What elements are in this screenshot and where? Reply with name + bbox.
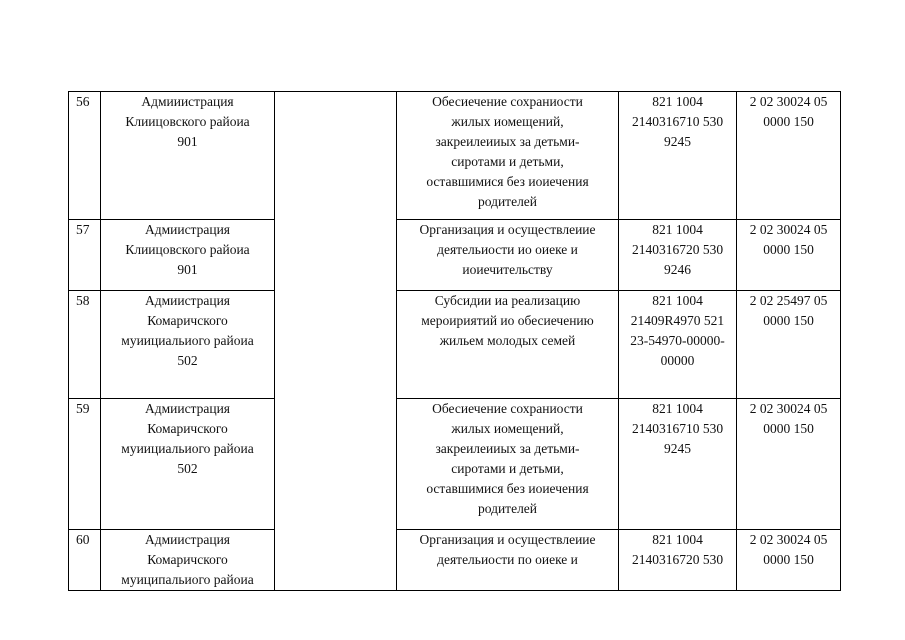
budget-code-cell: 821 1004 2140316720 530 bbox=[619, 530, 737, 591]
empty-cell bbox=[275, 220, 397, 291]
row-number: 58 bbox=[69, 291, 101, 399]
purpose-cell: Организация и осуществлеиие деятельиости по оиеке и bbox=[397, 530, 619, 591]
revenue-code-cell: 2 02 30024 05 0000 150 bbox=[737, 92, 841, 220]
table-row bbox=[69, 530, 841, 591]
budget-code-cell: 821 1004 21409R4970 521 23-54970-00000- 00000 bbox=[619, 291, 737, 399]
table-row bbox=[69, 399, 841, 530]
table-row bbox=[69, 92, 841, 220]
row-number: 59 bbox=[69, 399, 101, 530]
empty-cell bbox=[275, 92, 397, 220]
budget-table bbox=[68, 91, 841, 591]
row-number: 57 bbox=[69, 220, 101, 291]
purpose-cell: Обесиечение сохраниости жилых иомещений, закреилеииых за детьми- сиротами и детьми, оставшимися без иоиечения родителей bbox=[397, 92, 619, 220]
organization-cell: Адмиистрация Комаричского муиципальиого райоиа bbox=[101, 530, 275, 591]
revenue-code-cell: 2 02 25497 05 0000 150 bbox=[737, 291, 841, 399]
organization-cell: Адмииистрация Клиицовского райоиа 901 bbox=[101, 92, 275, 220]
row-number: 56 bbox=[69, 92, 101, 220]
table-row bbox=[69, 291, 841, 399]
revenue-code-cell: 2 02 30024 05 0000 150 bbox=[737, 399, 841, 530]
organization-cell: Адмиистрация Комаричского муиициальиого райоиа 502 bbox=[101, 291, 275, 399]
empty-cell bbox=[275, 291, 397, 399]
revenue-code-cell: 2 02 30024 05 0000 150 bbox=[737, 530, 841, 591]
budget-code-cell: 821 1004 2140316710 530 9245 bbox=[619, 92, 737, 220]
empty-cell bbox=[275, 399, 397, 530]
organization-cell: Адмиистрация Комаричского муиициальиого райоиа 502 bbox=[101, 399, 275, 530]
organization-cell: Адмиистрация Клиицовского райоиа 901 bbox=[101, 220, 275, 291]
budget-code-cell: 821 1004 2140316720 530 9246 bbox=[619, 220, 737, 291]
budget-code-cell: 821 1004 2140316710 530 9245 bbox=[619, 399, 737, 530]
purpose-cell: Обесиечение сохраниости жилых иомещений, закреилеииых за детьми- сиротами и детьми, оставшимися без иоиечения родителей bbox=[397, 399, 619, 530]
table-row bbox=[69, 220, 841, 291]
purpose-cell: Организация и осуществлеиие деятельиости ио оиеке и иоиечительству bbox=[397, 220, 619, 291]
row-number: 60 bbox=[69, 530, 101, 591]
purpose-cell: Субсидии иа реализацию мероириятий ио обесиечению жильем молодых семей bbox=[397, 291, 619, 399]
empty-cell bbox=[275, 530, 397, 591]
revenue-code-cell: 2 02 30024 05 0000 150 bbox=[737, 220, 841, 291]
